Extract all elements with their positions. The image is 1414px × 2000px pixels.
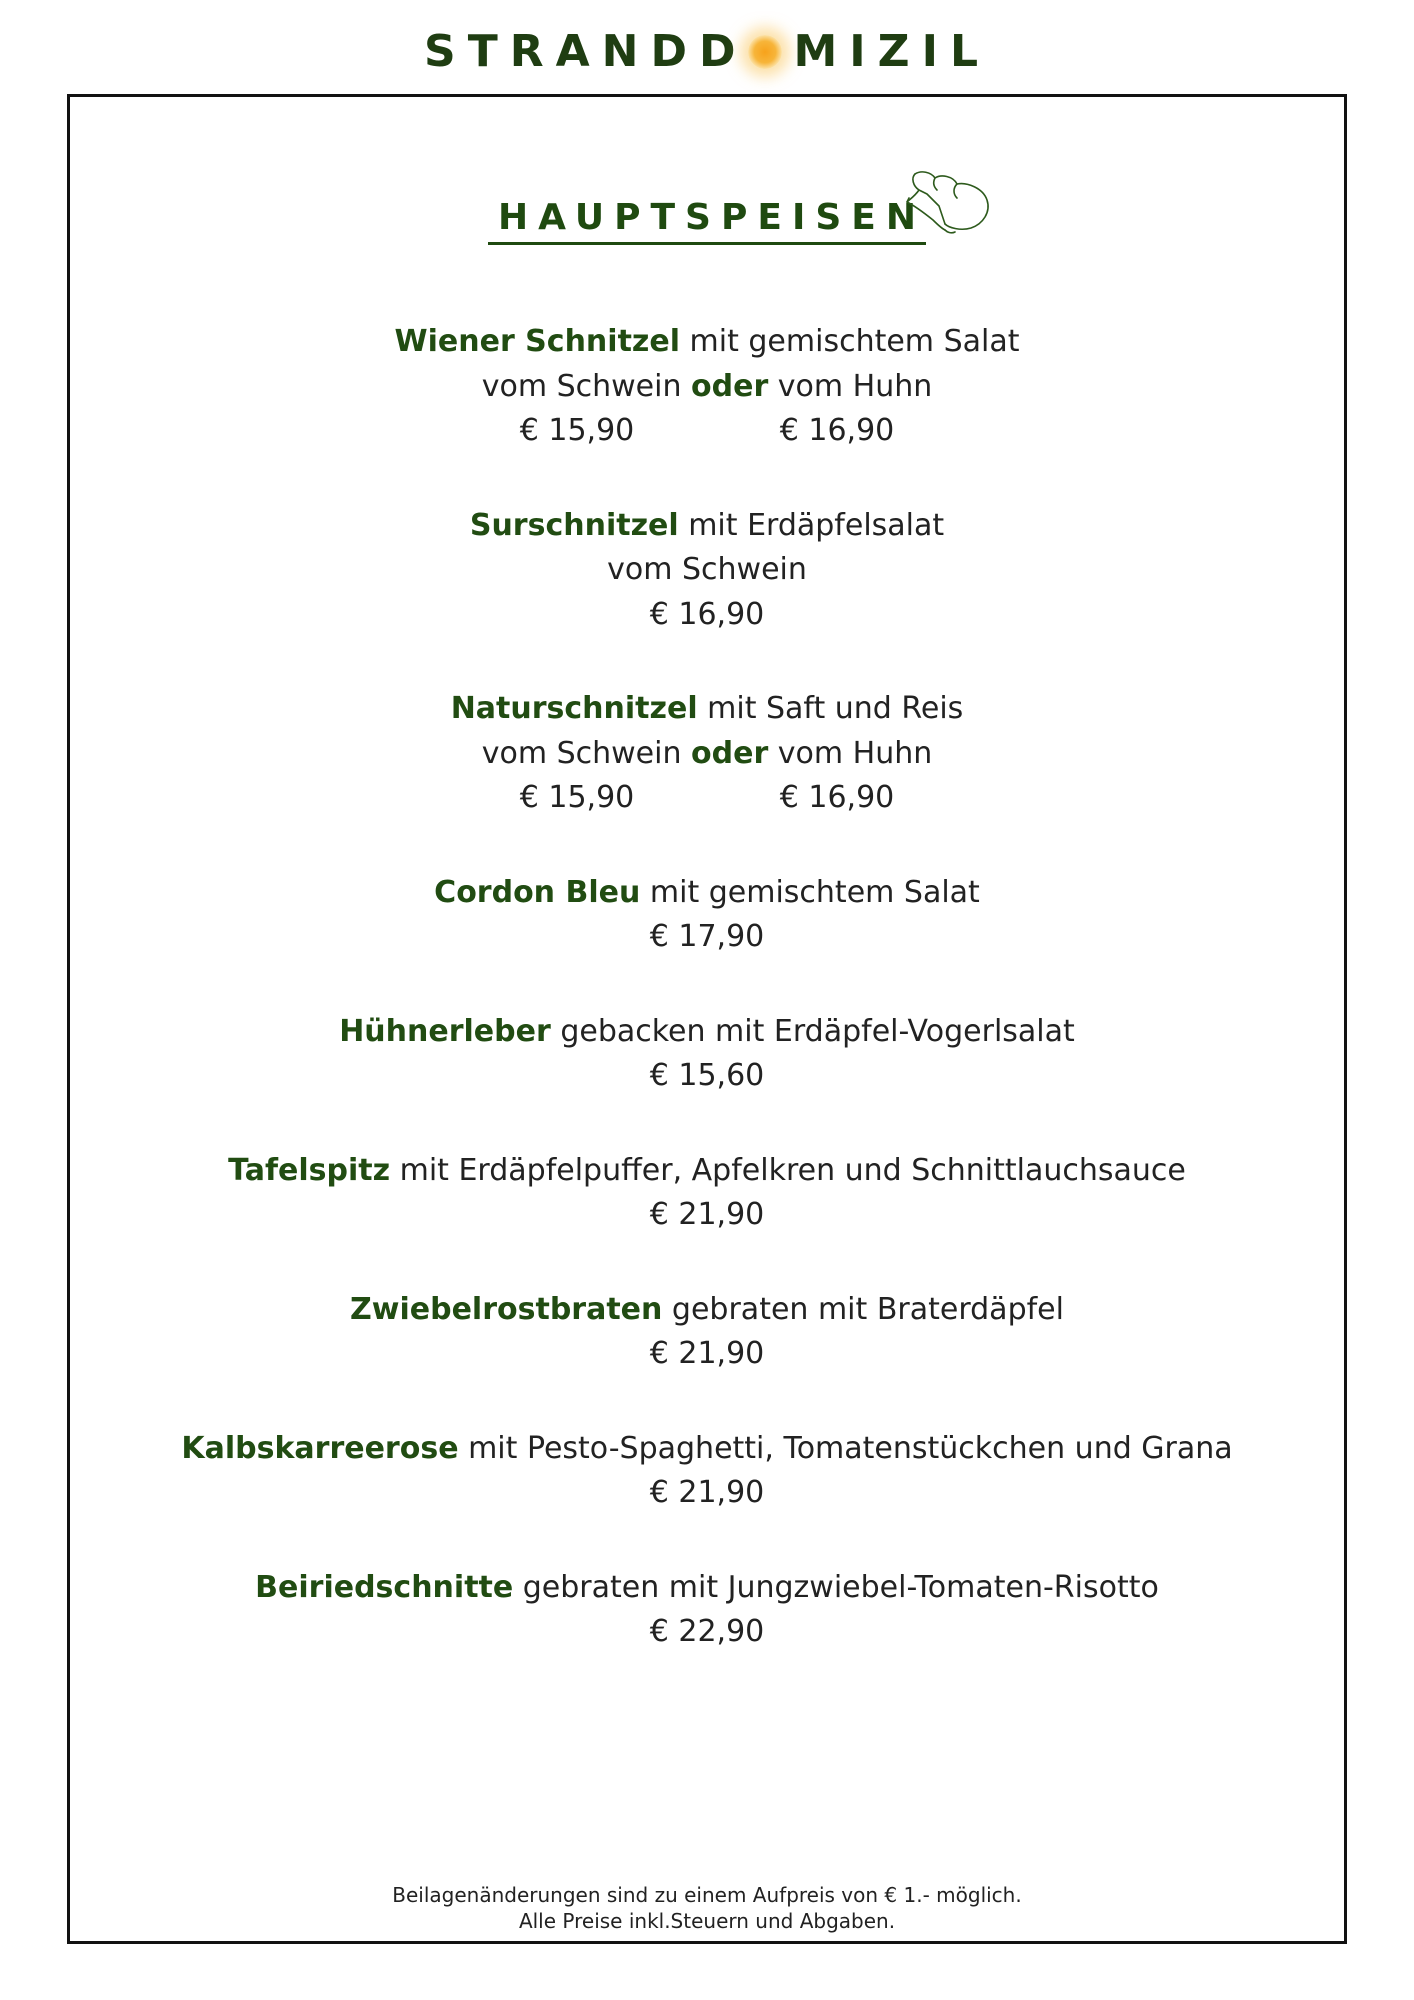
menu-item-name: Naturschnitzel xyxy=(450,691,698,726)
menu-item-name: Tafelspitz xyxy=(228,1152,391,1188)
menu-item xyxy=(0,871,1414,960)
menu-item xyxy=(0,320,1414,454)
menu-item xyxy=(0,687,1414,821)
menu-item-title-line xyxy=(0,1427,1414,1472)
menu-item-description: mit Erdäpfelpuffer, Apfelkren und Schnittlauchsauce xyxy=(390,1152,1186,1188)
menu-item-name: Hühnerleber xyxy=(339,1013,551,1049)
menu-item-variant-line xyxy=(0,365,1414,410)
menu-item xyxy=(0,1010,1414,1099)
menu-item-price: € 22,90 xyxy=(649,1614,765,1649)
chef-hat-icon xyxy=(905,168,995,238)
menu-item xyxy=(0,1566,1414,1655)
menu-item-name: Beiriedschnitte xyxy=(255,1569,514,1605)
menu-item xyxy=(0,504,1414,638)
menu-item-price-a: € 15,90 xyxy=(519,780,635,815)
menu-item-variant-line xyxy=(0,732,1414,777)
menu-item-description: mit Pesto-Spaghetti, Tomatenstückchen und Grana xyxy=(458,1430,1233,1466)
menu-item-name: Kalbskarreerose xyxy=(181,1430,459,1466)
logo-text-left: STRANDD xyxy=(424,26,748,77)
menu-item xyxy=(0,1288,1414,1377)
sun-icon xyxy=(748,35,782,69)
menu-item-title-line xyxy=(0,1288,1414,1333)
menu-item-price: € 21,90 xyxy=(649,1336,765,1371)
menu-item-oder: oder xyxy=(691,735,769,771)
menu-item-description: gebraten mit Braterdäpfel xyxy=(662,1291,1064,1327)
menu-item-price: € 16,90 xyxy=(649,596,765,632)
menu-item-variant-b: vom Huhn xyxy=(768,735,933,771)
menu-item-title-line xyxy=(0,1010,1414,1055)
menu-item-price: € 21,90 xyxy=(649,1475,765,1510)
menu-item-price: € 17,90 xyxy=(649,919,765,954)
menu-item-title-line xyxy=(0,1566,1414,1611)
menu-item-price-a: € 15,90 xyxy=(519,413,635,448)
footer-surcharge-note: Beilagenänderungen sind zu einem Aufpreis von € 1.- möglich. xyxy=(392,1883,1022,1907)
menu-item-price-line xyxy=(0,409,1414,454)
menu-item-description: mit gemischtem Salat xyxy=(680,324,1020,359)
menu-item-variant: vom Schwein xyxy=(607,552,807,587)
restaurant-logo xyxy=(0,22,1414,82)
menu-item-title-line xyxy=(0,871,1414,916)
logo-text-right: MIZIL xyxy=(793,26,990,77)
menu-item xyxy=(0,1427,1414,1516)
menu-item-price-b: € 16,90 xyxy=(779,780,895,815)
menu-item xyxy=(0,1149,1414,1238)
menu-item-variant-a: vom Schwein xyxy=(481,735,692,771)
menu-item-name: Surschnitzel xyxy=(469,507,679,543)
menu-item-variant-a: vom Schwein xyxy=(481,368,692,404)
menu-item-description: mit Erdäpfelsalat xyxy=(678,507,945,543)
menu-item-title-line xyxy=(0,320,1414,365)
menu-item-name: Cordon Bleu xyxy=(434,874,641,910)
menu-item-description: mit gemischtem Salat xyxy=(640,874,980,910)
menu-item-title-line xyxy=(0,504,1414,549)
menu-item-title-line xyxy=(0,1149,1414,1194)
menu-item-oder: oder xyxy=(691,368,769,404)
menu-item-price-line xyxy=(0,776,1414,821)
menu-item-description: mit Saft und Reis xyxy=(697,691,964,726)
menu-item-title-line xyxy=(0,687,1414,732)
menu-item-name: Zwiebelrostbraten xyxy=(350,1291,663,1327)
menu-item-price-b: € 16,90 xyxy=(779,413,895,448)
menu-item-name: Wiener Schnitzel xyxy=(394,324,680,359)
menu-item-price: € 15,60 xyxy=(649,1058,765,1093)
menu-section-title: HAUPTSPEISEN xyxy=(488,196,926,245)
menu-item-price: € 21,90 xyxy=(649,1197,765,1232)
footer-tax-note: Alle Preise inkl.Steuern und Abgaben. xyxy=(518,1909,896,1933)
menu-list xyxy=(0,320,1414,1655)
menu-item-variant-b: vom Huhn xyxy=(768,368,933,404)
menu-footer xyxy=(0,1882,1414,1934)
menu-item-description: gebraten mit Jungzwiebel-Tomaten-Risotto xyxy=(513,1569,1159,1605)
menu-item-description: gebacken mit Erdäpfel-Vogerlsalat xyxy=(550,1013,1075,1049)
heading-container xyxy=(0,196,1414,245)
